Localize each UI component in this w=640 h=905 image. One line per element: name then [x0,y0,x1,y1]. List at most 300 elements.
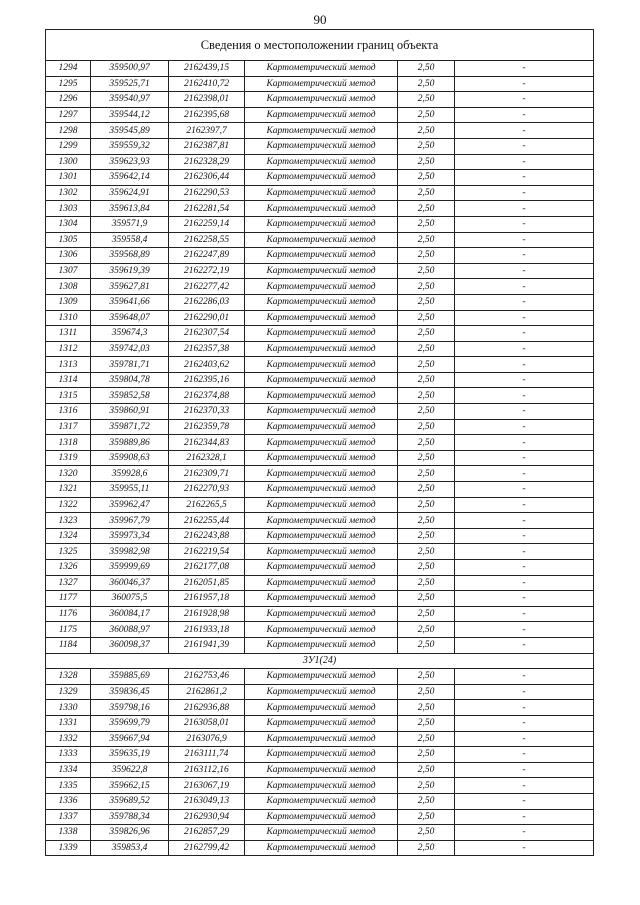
table-row [46,185,594,201]
table-row [46,825,594,841]
point-number-cell: 1299 [46,138,91,154]
x-coordinate-cell: 359781,71 [91,357,169,373]
description-cell: - [455,840,594,856]
y-coordinate-cell: 2162265,5 [169,497,245,513]
description-cell: - [455,747,594,763]
x-coordinate-cell: 360084,17 [91,606,169,622]
accuracy-cell: 2,50 [398,700,455,716]
x-coordinate-cell: 359544,12 [91,107,169,123]
description-cell: - [455,357,594,373]
method-cell: Картометрический метод [245,107,398,123]
accuracy-cell: 2,50 [398,76,455,92]
accuracy-cell: 2,50 [398,419,455,435]
x-coordinate-cell: 360098,37 [91,637,169,653]
x-coordinate-cell: 359622,8 [91,762,169,778]
x-coordinate-cell: 359788,34 [91,809,169,825]
accuracy-cell: 2,50 [398,637,455,653]
y-coordinate-cell: 2162439,15 [169,61,245,77]
description-cell: - [455,544,594,560]
x-coordinate-cell: 359852,58 [91,388,169,404]
table-row [46,731,594,747]
accuracy-cell: 2,50 [398,497,455,513]
description-cell: - [455,61,594,77]
point-number-cell: 1333 [46,747,91,763]
y-coordinate-cell: 2163049,13 [169,793,245,809]
x-coordinate-cell: 359962,47 [91,497,169,513]
table-row [46,466,594,482]
accuracy-cell: 2,50 [398,778,455,794]
table-row [46,840,594,856]
y-coordinate-cell: 2163076,9 [169,731,245,747]
table-row [46,123,594,139]
table-row [46,201,594,217]
method-cell: Картометрический метод [245,622,398,638]
method-cell: Картометрический метод [245,326,398,342]
y-coordinate-cell: 2162387,81 [169,138,245,154]
y-coordinate-cell: 2162410,72 [169,76,245,92]
table-row [46,138,594,154]
table-row [46,216,594,232]
y-coordinate-cell: 2161957,18 [169,591,245,607]
x-coordinate-cell: 359648,07 [91,310,169,326]
y-coordinate-cell: 2162286,03 [169,294,245,310]
description-cell: - [455,591,594,607]
table-title-row [46,30,594,61]
description-cell: - [455,388,594,404]
point-number-cell: 1322 [46,497,91,513]
point-number-cell: 1329 [46,684,91,700]
table-row [46,326,594,342]
table-row [46,154,594,170]
method-cell: Картометрический метод [245,388,398,404]
x-coordinate-cell: 359804,78 [91,372,169,388]
point-number-cell: 1335 [46,778,91,794]
x-coordinate-cell: 359689,52 [91,793,169,809]
method-cell: Картометрический метод [245,591,398,607]
y-coordinate-cell: 2162930,94 [169,809,245,825]
accuracy-cell: 2,50 [398,372,455,388]
accuracy-cell: 2,50 [398,123,455,139]
description-cell: - [455,450,594,466]
y-coordinate-cell: 2162306,44 [169,170,245,186]
table-row [46,107,594,123]
method-cell: Картометрический метод [245,637,398,653]
y-coordinate-cell: 2162272,19 [169,263,245,279]
x-coordinate-cell: 359742,03 [91,341,169,357]
table-row [46,513,594,529]
accuracy-cell: 2,50 [398,450,455,466]
method-cell: Картометрический метод [245,310,398,326]
point-number-cell: 1305 [46,232,91,248]
method-cell: Картометрический метод [245,544,398,560]
x-coordinate-cell: 359871,72 [91,419,169,435]
y-coordinate-cell: 2161933,18 [169,622,245,638]
point-number-cell: 1307 [46,263,91,279]
x-coordinate-cell: 359667,94 [91,731,169,747]
point-number-cell: 1309 [46,294,91,310]
point-number-cell: 1303 [46,201,91,217]
point-number-cell: 1325 [46,544,91,560]
point-number-cell: 1324 [46,528,91,544]
point-number-cell: 1320 [46,466,91,482]
description-cell: - [455,575,594,591]
y-coordinate-cell: 2162344,83 [169,435,245,451]
method-cell: Картометрический метод [245,560,398,576]
point-number-cell: 1311 [46,326,91,342]
accuracy-cell: 2,50 [398,560,455,576]
x-coordinate-cell: 359623,93 [91,154,169,170]
x-coordinate-cell: 359674,3 [91,326,169,342]
description-cell: - [455,76,594,92]
method-cell: Картометрический метод [245,341,398,357]
y-coordinate-cell: 2163067,19 [169,778,245,794]
description-cell: - [455,279,594,295]
x-coordinate-cell: 359568,89 [91,248,169,264]
point-number-cell: 1313 [46,357,91,373]
x-coordinate-cell: 359559,32 [91,138,169,154]
method-cell: Картометрический метод [245,76,398,92]
point-number-cell: 1298 [46,123,91,139]
accuracy-cell: 2,50 [398,715,455,731]
table-row [46,310,594,326]
method-cell: Картометрический метод [245,170,398,186]
point-number-cell: 1318 [46,435,91,451]
point-number-cell: 1294 [46,61,91,77]
y-coordinate-cell: 2162243,88 [169,528,245,544]
table-row [46,61,594,77]
method-cell: Картометрический метод [245,216,398,232]
table-row [46,341,594,357]
description-cell: - [455,466,594,482]
table-row [46,700,594,716]
method-cell: Картометрический метод [245,684,398,700]
method-cell: Картометрический метод [245,279,398,295]
accuracy-cell: 2,50 [398,216,455,232]
description-cell: - [455,341,594,357]
description-cell: - [455,419,594,435]
table-row [46,622,594,638]
method-cell: Картометрический метод [245,528,398,544]
method-cell: Картометрический метод [245,435,398,451]
point-number-cell: 1308 [46,279,91,295]
description-cell: - [455,606,594,622]
table-row [46,404,594,420]
table-row [46,450,594,466]
description-cell: - [455,622,594,638]
method-cell: Картометрический метод [245,404,398,420]
accuracy-cell: 2,50 [398,263,455,279]
x-coordinate-cell: 359545,89 [91,123,169,139]
method-cell: Картометрический метод [245,248,398,264]
method-cell: Картометрический метод [245,450,398,466]
y-coordinate-cell: 2162328,1 [169,450,245,466]
description-cell: - [455,778,594,794]
description-cell: - [455,793,594,809]
accuracy-cell: 2,50 [398,591,455,607]
table-row [46,388,594,404]
table-row [46,684,594,700]
y-coordinate-cell: 2162374,88 [169,388,245,404]
table-row [46,419,594,435]
accuracy-cell: 2,50 [398,731,455,747]
x-coordinate-cell: 359642,14 [91,170,169,186]
method-cell: Картометрический метод [245,123,398,139]
point-number-cell: 1310 [46,310,91,326]
y-coordinate-cell: 2162395,68 [169,107,245,123]
table-row [46,372,594,388]
description-cell: - [455,809,594,825]
method-cell: Картометрический метод [245,840,398,856]
description-cell: - [455,700,594,716]
accuracy-cell: 2,50 [398,326,455,342]
table-row [46,591,594,607]
x-coordinate-cell: 359885,69 [91,669,169,685]
method-cell: Картометрический метод [245,715,398,731]
description-cell: - [455,637,594,653]
table-row [46,248,594,264]
x-coordinate-cell: 359619,39 [91,263,169,279]
table-row [46,544,594,560]
table-row [46,528,594,544]
x-coordinate-cell: 359558,4 [91,232,169,248]
x-coordinate-cell: 359798,16 [91,700,169,716]
table-row [46,435,594,451]
point-number-cell: 1184 [46,637,91,653]
accuracy-cell: 2,50 [398,825,455,841]
method-cell: Картометрический метод [245,793,398,809]
description-cell: - [455,372,594,388]
y-coordinate-cell: 2162309,71 [169,466,245,482]
y-coordinate-cell: 2162753,46 [169,669,245,685]
description-cell: - [455,138,594,154]
point-number-cell: 1319 [46,450,91,466]
description-cell: - [455,560,594,576]
y-coordinate-cell: 2162270,93 [169,482,245,498]
description-cell: - [455,731,594,747]
x-coordinate-cell: 359928,6 [91,466,169,482]
method-cell: Картометрический метод [245,357,398,373]
description-cell: - [455,326,594,342]
point-number-cell: 1304 [46,216,91,232]
accuracy-cell: 2,50 [398,404,455,420]
page-number: 90 [313,12,327,27]
x-coordinate-cell: 359836,45 [91,684,169,700]
description-cell: - [455,123,594,139]
description-cell: - [455,232,594,248]
x-coordinate-cell: 360088,97 [91,622,169,638]
method-cell: Картометрический метод [245,294,398,310]
accuracy-cell: 2,50 [398,747,455,763]
accuracy-cell: 2,50 [398,357,455,373]
method-cell: Картометрический метод [245,154,398,170]
point-number-cell: 1312 [46,341,91,357]
point-number-cell: 1323 [46,513,91,529]
method-cell: Картометрический метод [245,497,398,513]
accuracy-cell: 2,50 [398,170,455,186]
accuracy-cell: 2,50 [398,793,455,809]
accuracy-cell: 2,50 [398,232,455,248]
y-coordinate-cell: 2162247,89 [169,248,245,264]
x-coordinate-cell: 359908,63 [91,450,169,466]
table-row [46,497,594,513]
accuracy-cell: 2,50 [398,201,455,217]
point-number-cell: 1300 [46,154,91,170]
point-number-cell: 1339 [46,840,91,856]
accuracy-cell: 2,50 [398,294,455,310]
accuracy-cell: 2,50 [398,310,455,326]
method-cell: Картометрический метод [245,762,398,778]
accuracy-cell: 2,50 [398,606,455,622]
x-coordinate-cell: 359525,71 [91,76,169,92]
x-coordinate-cell: 359973,34 [91,528,169,544]
accuracy-cell: 2,50 [398,482,455,498]
point-number-cell: 1327 [46,575,91,591]
accuracy-cell: 2,50 [398,622,455,638]
table-row [46,606,594,622]
x-coordinate-cell: 359613,84 [91,201,169,217]
y-coordinate-cell: 2162290,53 [169,185,245,201]
point-number-cell: 1331 [46,715,91,731]
boundary-coordinates-table [45,29,594,856]
x-coordinate-cell: 359627,81 [91,279,169,295]
description-cell: - [455,715,594,731]
accuracy-cell: 2,50 [398,279,455,295]
method-cell: Картометрический метод [245,513,398,529]
description-cell: - [455,294,594,310]
y-coordinate-cell: 2162259,14 [169,216,245,232]
table-row [46,715,594,731]
description-cell: - [455,310,594,326]
method-cell: Картометрический метод [245,669,398,685]
x-coordinate-cell: 359889,86 [91,435,169,451]
table-row [46,809,594,825]
y-coordinate-cell: 2162219,54 [169,544,245,560]
method-cell: Картометрический метод [245,778,398,794]
table-row [46,170,594,186]
accuracy-cell: 2,50 [398,154,455,170]
x-coordinate-cell: 359860,91 [91,404,169,420]
accuracy-cell: 2,50 [398,669,455,685]
description-cell: - [455,248,594,264]
y-coordinate-cell: 2162357,38 [169,341,245,357]
method-cell: Картометрический метод [245,809,398,825]
description-cell: - [455,825,594,841]
point-number-cell: 1295 [46,76,91,92]
table-row [46,560,594,576]
table-row [46,482,594,498]
y-coordinate-cell: 2162936,88 [169,700,245,716]
description-cell: - [455,528,594,544]
x-coordinate-cell: 359571,9 [91,216,169,232]
table-row [46,778,594,794]
x-coordinate-cell: 359540,97 [91,92,169,108]
method-cell: Картометрический метод [245,185,398,201]
y-coordinate-cell: 2162370,33 [169,404,245,420]
accuracy-cell: 2,50 [398,341,455,357]
method-cell: Картометрический метод [245,747,398,763]
point-number-cell: 1296 [46,92,91,108]
y-coordinate-cell: 2162395,16 [169,372,245,388]
accuracy-cell: 2,50 [398,435,455,451]
description-cell: - [455,684,594,700]
description-cell: - [455,185,594,201]
x-coordinate-cell: 359955,11 [91,482,169,498]
accuracy-cell: 2,50 [398,248,455,264]
accuracy-cell: 2,50 [398,575,455,591]
y-coordinate-cell: 2162281,54 [169,201,245,217]
point-number-cell: 1328 [46,669,91,685]
method-cell: Картометрический метод [245,825,398,841]
point-number-cell: 1321 [46,482,91,498]
point-number-cell: 1302 [46,185,91,201]
accuracy-cell: 2,50 [398,809,455,825]
table-row [46,263,594,279]
table-row [46,637,594,653]
description-cell: - [455,513,594,529]
method-cell: Картометрический метод [245,372,398,388]
accuracy-cell: 2,50 [398,513,455,529]
x-coordinate-cell: 359500,97 [91,61,169,77]
point-number-cell: 1175 [46,622,91,638]
description-cell: - [455,669,594,685]
table-row [46,232,594,248]
y-coordinate-cell: 2161941,39 [169,637,245,653]
point-number-cell: 1330 [46,700,91,716]
accuracy-cell: 2,50 [398,138,455,154]
table-title: Сведения о местоположении границ объекта [46,30,594,61]
table-row [46,76,594,92]
x-coordinate-cell: 359624,91 [91,185,169,201]
table-row [46,92,594,108]
y-coordinate-cell: 2163058,01 [169,715,245,731]
y-coordinate-cell: 2162258,55 [169,232,245,248]
table-row [46,669,594,685]
point-number-cell: 1314 [46,372,91,388]
table-row [46,762,594,778]
x-coordinate-cell: 359662,15 [91,778,169,794]
x-coordinate-cell: 359635,19 [91,747,169,763]
method-cell: Картометрический метод [245,419,398,435]
x-coordinate-cell: 359641,66 [91,294,169,310]
accuracy-cell: 2,50 [398,388,455,404]
table-row [46,793,594,809]
accuracy-cell: 2,50 [398,840,455,856]
y-coordinate-cell: 2162799,42 [169,840,245,856]
table-body [46,30,594,856]
y-coordinate-cell: 2162359,78 [169,419,245,435]
point-number-cell: 1316 [46,404,91,420]
y-coordinate-cell: 2162277,42 [169,279,245,295]
y-coordinate-cell: 2162397,7 [169,123,245,139]
y-coordinate-cell: 2162857,29 [169,825,245,841]
accuracy-cell: 2,50 [398,762,455,778]
description-cell: - [455,154,594,170]
point-number-cell: 1336 [46,793,91,809]
accuracy-cell: 2,50 [398,466,455,482]
description-cell: - [455,107,594,123]
y-coordinate-cell: 2162861,2 [169,684,245,700]
point-number-cell: 1176 [46,606,91,622]
description-cell: - [455,201,594,217]
table-row [46,357,594,373]
method-cell: Картометрический метод [245,466,398,482]
x-coordinate-cell: 359853,4 [91,840,169,856]
y-coordinate-cell: 2162051,85 [169,575,245,591]
method-cell: Картометрический метод [245,700,398,716]
description-cell: - [455,92,594,108]
point-number-cell: 1332 [46,731,91,747]
method-cell: Картометрический метод [245,201,398,217]
